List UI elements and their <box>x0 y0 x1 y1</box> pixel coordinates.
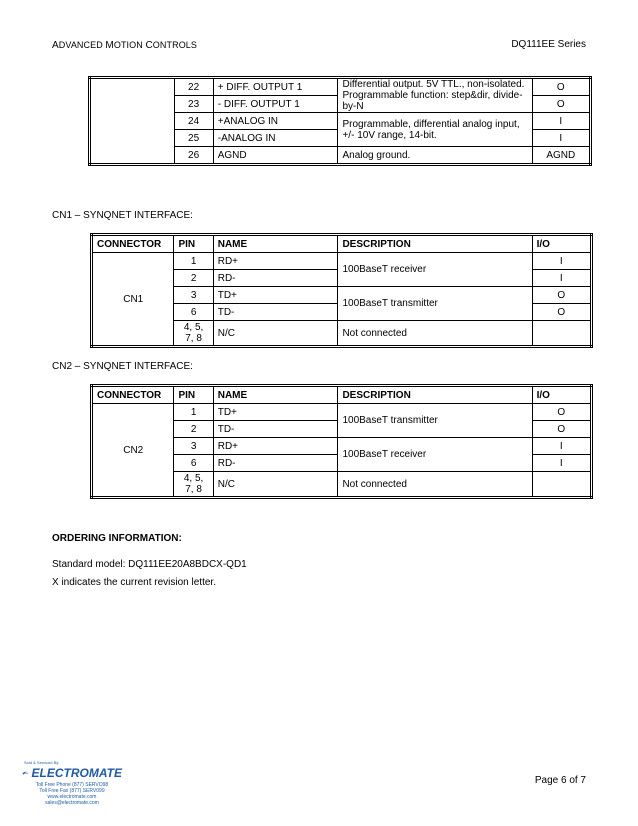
ordering-title: ORDERING INFORMATION: <box>52 533 182 544</box>
page-number: Page 6 of 7 <box>534 775 586 786</box>
io-cell <box>532 472 591 498</box>
col-header-connector: CONNECTOR <box>92 386 174 404</box>
description-cell: Analog ground. <box>338 147 532 165</box>
col-header-io: I/O <box>532 235 591 253</box>
table-row <box>90 78 591 96</box>
col-header-pin: PIN <box>174 235 213 253</box>
name-cell: AGND <box>213 147 338 165</box>
name-cell: N/C <box>213 472 338 498</box>
pin-cell: 1 <box>174 253 213 270</box>
connector-cell-empty <box>90 78 175 165</box>
logo-email: sales@electromate.com <box>45 800 99 806</box>
pin-cell: 26 <box>174 147 213 165</box>
pin-cell: 2 <box>174 270 213 287</box>
cn1-section-title: CN1 – SYNQNET INTERFACE: <box>52 210 193 221</box>
pinout-table-continued <box>88 76 592 166</box>
description-cell: 100BaseT transmitter <box>338 287 532 321</box>
description-cell: 100BaseT receiver <box>338 253 532 287</box>
name-cell: RD- <box>213 455 338 472</box>
io-cell: O <box>532 78 590 96</box>
company-name: ADVANCED MOTION CONTROLS <box>52 40 198 51</box>
logo-brand <box>22 766 122 780</box>
pin-cell: 24 <box>174 113 213 130</box>
table-header-row <box>92 235 592 253</box>
io-cell: AGND <box>532 147 590 165</box>
logo-contact <box>22 782 122 806</box>
logo-fax: Toll Free Fax (877) SERV099 <box>39 788 105 794</box>
pin-cell: 4, 5, 7, 8 <box>174 321 213 347</box>
connector-cell: CN1 <box>92 253 174 347</box>
standard-model-text: Standard model: DQ111EE20A8BDCX-QD1 <box>52 559 247 570</box>
cn1-pinout-table <box>90 233 593 348</box>
io-cell: O <box>532 304 591 321</box>
name-cell: - DIFF. OUTPUT 1 <box>213 96 338 113</box>
pin-cell: 25 <box>174 130 213 147</box>
logo-phone: Toll Free Phone (877) SERVO98 <box>35 782 109 788</box>
name-cell: TD- <box>213 304 338 321</box>
pin-cell: 6 <box>174 304 213 321</box>
description-cell: 100BaseT transmitter <box>338 404 532 438</box>
pin-cell: 2 <box>174 421 213 438</box>
io-cell <box>532 321 591 347</box>
table-header-row <box>92 386 592 404</box>
io-cell: O <box>532 287 591 304</box>
name-cell: RD+ <box>213 253 338 270</box>
electromate-swoosh-icon <box>22 768 29 778</box>
pin-cell: 3 <box>174 287 213 304</box>
table-row <box>92 253 592 270</box>
logo-brand-text: ELECTROMATE <box>31 766 122 780</box>
description-cell: Not connected <box>338 472 532 498</box>
io-cell: I <box>532 113 590 130</box>
cn2-pinout-table <box>90 384 593 499</box>
col-header-connector: CONNECTOR <box>92 235 174 253</box>
description-cell: Differential output. 5V TTL., non-isolated. Programmable function: step&dir, divide-by-N <box>338 78 532 113</box>
col-header-description: DESCRIPTION <box>338 386 532 404</box>
description-cell: Programmable, differential analog input, +/- 10V range, 14-bit. <box>338 113 532 147</box>
name-cell: + DIFF. OUTPUT 1 <box>213 78 338 96</box>
io-cell: I <box>532 130 590 147</box>
col-header-io: I/O <box>532 386 591 404</box>
name-cell: TD+ <box>213 287 338 304</box>
description-cell: Not connected <box>338 321 532 347</box>
name-cell: TD+ <box>213 404 338 421</box>
io-cell: O <box>532 404 591 421</box>
logo-tagline: Sold & Serviced By: <box>24 760 60 765</box>
name-cell: RD- <box>213 270 338 287</box>
io-cell: I <box>532 253 591 270</box>
name-cell: +ANALOG IN <box>213 113 338 130</box>
connector-cell: CN2 <box>92 404 174 498</box>
io-cell: I <box>532 455 591 472</box>
pin-cell: 4, 5, 7, 8 <box>174 472 213 498</box>
io-cell: I <box>532 438 591 455</box>
col-header-name: NAME <box>213 235 338 253</box>
name-cell: TD- <box>213 421 338 438</box>
cn2-section-title: CN2 – SYNQNET INTERFACE: <box>52 361 193 372</box>
description-cell: 100BaseT receiver <box>338 438 532 472</box>
name-cell: RD+ <box>213 438 338 455</box>
pin-cell: 23 <box>174 96 213 113</box>
electromate-logo <box>22 760 122 806</box>
io-cell: O <box>532 96 590 113</box>
io-cell: O <box>532 421 591 438</box>
io-cell: I <box>532 270 591 287</box>
pin-cell: 1 <box>174 404 213 421</box>
col-header-description: DESCRIPTION <box>338 235 532 253</box>
pin-cell: 22 <box>174 78 213 96</box>
pin-cell: 3 <box>174 438 213 455</box>
name-cell: N/C <box>213 321 338 347</box>
logo-website: www.electromate.com <box>47 794 97 800</box>
revision-note-text: X indicates the current revision letter. <box>52 577 216 588</box>
table-row <box>92 404 592 421</box>
col-header-name: NAME <box>213 386 338 404</box>
name-cell: -ANALOG IN <box>213 130 338 147</box>
col-header-pin: PIN <box>174 386 213 404</box>
series-title: DQ111EE Series <box>511 39 586 50</box>
pin-cell: 6 <box>174 455 213 472</box>
